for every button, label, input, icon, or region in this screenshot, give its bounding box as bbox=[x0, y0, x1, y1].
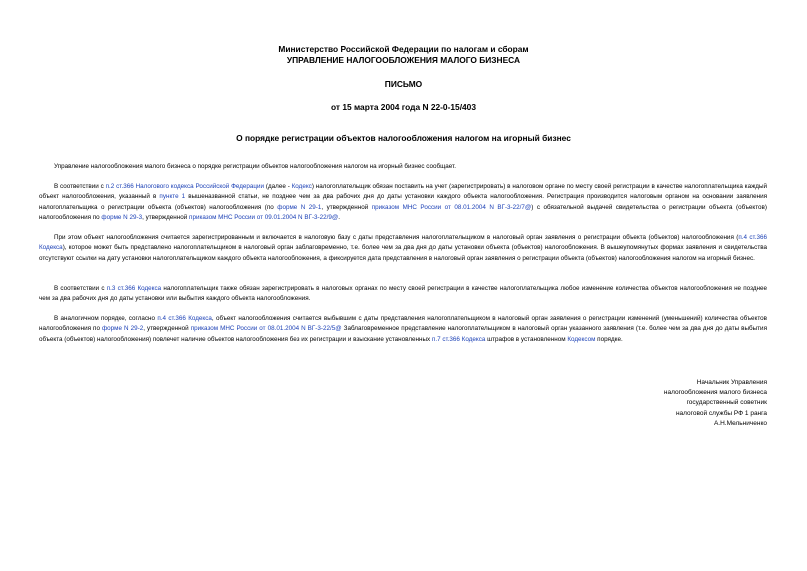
p2-text-2: ), которое может быть представлено налогоплательщиком в налоговый орган заблаговременно, т.е. более чем за два дня до даты установки объекта (объектов) налогообложения. В вышеупомянутых формах заявления и свидетельства отсутствуют ссылки на дату установки налогоплательщиком каждого объекта налогообложения, а фиксируется дата представления в налоговый орган заявления о регистрации объекта (объектов) налогообложения налогом на игорный бизнес. bbox=[39, 244, 767, 262]
p4-text-1: В аналогичном порядке, согласно bbox=[54, 315, 158, 322]
paragraph-3 bbox=[39, 284, 767, 305]
p1-text-1: В соответствии с bbox=[54, 183, 106, 190]
link-p4-st366-kodeksa-2[interactable]: п.4 ст.366 Кодекса bbox=[157, 315, 212, 322]
signature-line-1: Начальник Управления bbox=[696, 379, 767, 386]
p2-text-1: При этом объект налогообложения считается зарегистрированным и включается в налоговую базу с даты представления налогоплательщиком в налоговый орган заявления о регистрации объекта (объектов) налогообложения ( bbox=[54, 234, 739, 241]
signature-line-2: налогообложения малого бизнеса bbox=[663, 389, 767, 397]
link-prikaz-vg-3-22-5[interactable]: приказом МНС России от 08.01.2004 N ВГ-3-22/5@ bbox=[190, 325, 342, 333]
p1-text-3: ) налогоплательщик обязан поставить на учет (зарегистрировать) в налоговом органе по месту своей регистрации в качестве налогоплательщика каждый объект налогообложения, указанный в bbox=[39, 183, 767, 201]
p4-text-5: штрафов в установленном bbox=[485, 335, 568, 343]
paragraph-4 bbox=[39, 314, 767, 345]
paragraph-1 bbox=[39, 182, 767, 224]
intro-paragraph bbox=[39, 162, 767, 172]
link-p4-st366-kodeksa[interactable]: п.4 ст.366 Кодекса bbox=[39, 234, 767, 252]
document-date-number: от 15 марта 2004 года N 22-0-15/403 bbox=[331, 102, 476, 112]
intro-text: Управление налогообложения малого бизнеса о порядке регистрации объектов налогообложения налогом на игорный бизнес сообщает. bbox=[54, 163, 456, 170]
p1-text-5: , утвержденной bbox=[321, 203, 372, 211]
link-kodeksom[interactable]: Кодексом bbox=[567, 335, 596, 343]
link-prikaz-vg-3-22-9[interactable]: приказом МНС России от 09.01.2004 N ВГ-3-22/9@ bbox=[189, 214, 339, 222]
signature-line-3: государственный советник bbox=[686, 399, 767, 407]
link-prikaz-vg-3-22-7[interactable]: приказом МНС России от 08.01.2004 N ВГ-3-22/7@ bbox=[371, 203, 532, 211]
p3-text-2: налогоплательщик также обязан зарегистрировать в налоговых органах по месту своей регистрации в качестве налогоплательщика любое изменение количества объектов налогообложения не позднее чем за два рабочих дня до даты установки или выбытия каждого объекта налогообложения. bbox=[39, 285, 768, 303]
signature-line-4: налоговой службы РФ 1 ранга bbox=[675, 409, 767, 417]
p1-text-7: , утвержденной bbox=[142, 214, 190, 222]
link-punkt-1[interactable]: пункте 1 bbox=[159, 193, 186, 201]
p4-text-4: Заблаговременное представление налогоплательщиком в налоговый орган указанного заявления (т.е. более чем за два дня до даты выбытия объекта (объектов) налогообложения) повлечет наличие объектов налогообложения без их регистрации и взыскание установленных bbox=[39, 325, 767, 343]
signature-block bbox=[664, 378, 767, 429]
p1-text-8: . bbox=[338, 214, 341, 222]
p4-text-2: , объект налогообложения считается выбывшим с даты представления налогоплательщиком в налоговый орган заявления о регистрации изменений (уменьшений) количества объектов налогообложения по bbox=[39, 315, 767, 333]
link-forma-29-2[interactable]: форме N 29-2 bbox=[101, 325, 144, 333]
signature-name: А.Н.Мельниченко bbox=[713, 419, 767, 427]
p1-text-6: ) с обязательной выдачей свидетельства о регистрации объекта (объектов) налогообложения по bbox=[39, 203, 768, 222]
paragraph-2 bbox=[39, 233, 767, 264]
link-p7-st366-kodeksa[interactable]: п.7 ст.366 Кодекса bbox=[431, 335, 486, 343]
document-type: ПИСЬМО bbox=[384, 79, 423, 89]
p3-text-1: В соответствии с bbox=[54, 285, 107, 292]
link-forma-29-3[interactable]: форме N 29-3 bbox=[101, 214, 143, 222]
link-forma-29-1[interactable]: форме N 29-1 bbox=[277, 203, 322, 211]
p1-text-4: вышеназванной статьи, не позднее чем за два рабочих дня до даты установки каждого объекта налогообложения. Регистрация производится налоговым органом на основании заявления налогоплательщика о регистрации объекта (объектов) налогообложения (по bbox=[39, 193, 767, 211]
department-name: УПРАВЛЕНИЕ НАЛОГООБЛОЖЕНИЯ МАЛОГО БИЗНЕСА bbox=[286, 55, 521, 65]
p4-text-3: , утвержденной bbox=[143, 325, 191, 333]
ministry-name: Министерство Российской Федерации по налогам и сборам bbox=[278, 44, 529, 54]
p4-text-6: порядке. bbox=[595, 335, 623, 343]
link-p3-st366-kodeksa[interactable]: п.3 ст.366 Кодекса bbox=[106, 285, 162, 292]
link-p2-st366-nk-rf[interactable]: п.2 ст.366 Налогового кодекса Российской Федерации bbox=[105, 183, 265, 190]
link-kodeks[interactable]: Кодекс bbox=[291, 183, 312, 190]
p1-text-2: (далее - bbox=[264, 183, 292, 190]
document-title: О порядке регистрации объектов налогообложения налогом на игорный бизнес bbox=[236, 133, 571, 143]
